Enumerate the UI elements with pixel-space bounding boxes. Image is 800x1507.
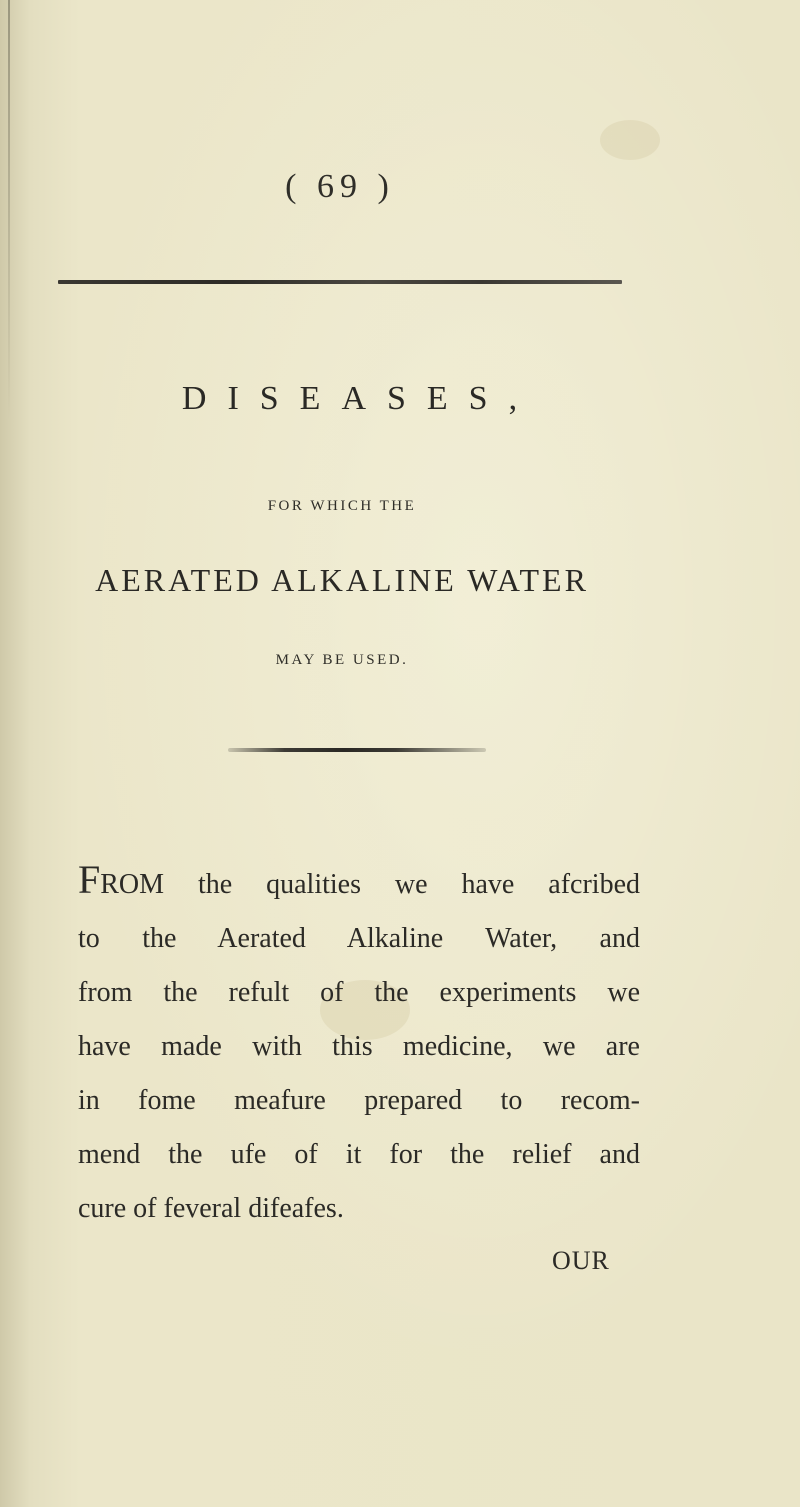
body-line-5: in fome meafure prepared to recom- (78, 1085, 640, 1116)
body-line-2: to the Aerated Alkaline Water, and (78, 923, 640, 954)
body-line-7: cure of feveral difeafes. (78, 1193, 344, 1224)
initial-letter: F (78, 857, 101, 902)
body-line-3: from the refult of the experiments we (78, 977, 640, 1008)
body-line-1 (78, 858, 640, 912)
section-title: DISEASES, (181, 380, 539, 417)
body-line-1-text: the qualities we have afcribed (164, 869, 640, 900)
first-word-rest: ROM (100, 869, 165, 900)
page-number: ( 69 ) (285, 168, 395, 205)
paper-stain (600, 120, 660, 160)
subtitle-line-2: AERATED ALKALINE WATER (95, 562, 589, 598)
subtitle-line-3: MAY BE USED. (275, 652, 409, 668)
body-paragraph (78, 858, 640, 1236)
ornamental-rule (228, 748, 486, 752)
subtitle-line-1: FOR WHICH THE (267, 498, 417, 514)
body-line-4: have made with this medicine, we are (78, 1031, 640, 1062)
body-line-6: mend the ufe of it for the relief and (78, 1139, 640, 1170)
header-rule (58, 280, 622, 284)
catchword: OUR (552, 1246, 610, 1275)
binding-gutter (8, 0, 10, 420)
